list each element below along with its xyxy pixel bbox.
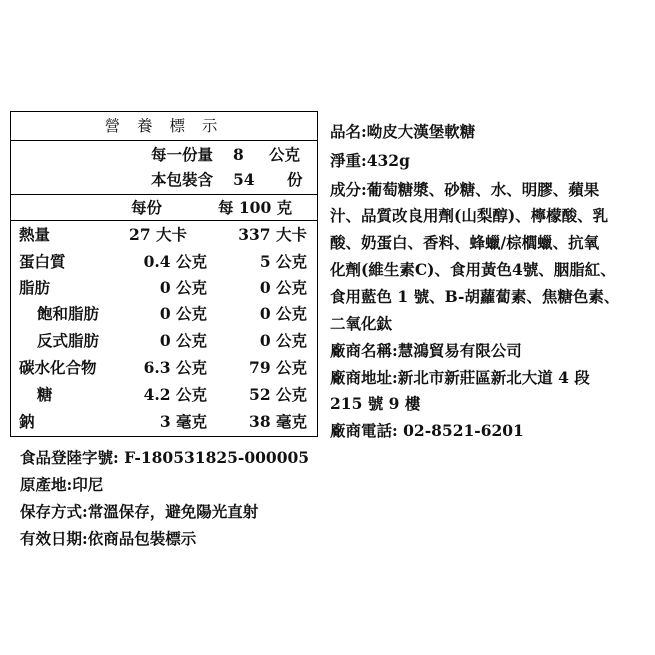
ingredients-line: 酸、奶蛋白、香料、蜂蠟/棕櫚蠟、抗氧	[330, 233, 600, 252]
per-serving-value: 0 公克	[159, 331, 207, 350]
per-serving-value: 0.4 公克	[143, 252, 207, 271]
nutrient-name: 蛋白質	[19, 252, 66, 271]
serving-size-value: 8	[233, 145, 244, 164]
per-100g-value: 0 公克	[259, 304, 307, 323]
per-100g-value: 52 公克	[249, 385, 307, 404]
ingredients-line: 成分:葡萄糖漿、砂糖、水、明膠、蘋果	[330, 180, 600, 199]
per-100g-value: 337 大卡	[238, 225, 307, 244]
col-per-100g: 每 100 克	[218, 198, 293, 217]
ingredients-line: 食用藍色 1 號、B-胡蘿蔔素、焦糖色素、	[330, 287, 620, 306]
net-weight: 淨重:432g	[330, 151, 410, 170]
country-of-origin: 原產地:印尼	[20, 475, 104, 494]
expiry-date: 有效日期:依商品包裝標示	[20, 529, 197, 548]
manufacturer-name: 廠商名稱:慧鴻貿易有限公司	[330, 341, 522, 360]
col-per-serving: 每份	[131, 198, 163, 217]
nutrient-name: 鈉	[19, 412, 35, 431]
per-100g-value: 5 公克	[259, 252, 307, 271]
ingredients-line: 汁、品質改良用劑(山梨醇)、檸檬酸、乳	[330, 206, 609, 225]
product-name: 品名:呦皮大漢堡軟糖	[330, 122, 476, 141]
nutrition-facts-table	[10, 111, 318, 437]
per-serving-value: 6.3 公克	[143, 358, 207, 377]
servings-unit: 份	[287, 170, 303, 189]
manufacturer-address: 廠商地址:新北市新莊區新北大道 4 段	[330, 368, 590, 387]
divider	[11, 194, 317, 195]
nutrient-name: 飽和脂肪	[37, 304, 100, 323]
serving-size-unit: 公克	[269, 145, 301, 164]
divider	[11, 220, 317, 221]
storage-method: 保存方式:常溫保存，避免陽光直射	[20, 502, 259, 521]
nutrient-name: 反式脂肪	[37, 331, 100, 350]
nutrition-title: 營 養 標 示	[104, 117, 224, 135]
servings-value: 54	[233, 170, 255, 189]
per-100g-value: 38 毫克	[249, 412, 307, 431]
serving-size-label: 每一份量	[151, 145, 214, 164]
per-100g-value: 0 公克	[259, 278, 307, 297]
per-serving-value: 3 毫克	[159, 412, 207, 431]
per-100g-value: 0 公克	[259, 331, 307, 350]
per-serving-value: 4.2 公克	[143, 385, 207, 404]
per-100g-value: 79 公克	[249, 358, 307, 377]
ingredients-line: 化劑(維生素C)、食用黃色4號、胭脂紅、	[330, 260, 616, 279]
nutrient-name: 熱量	[19, 225, 51, 244]
food-registration-number: 食品登陸字號: F-180531825-000005	[20, 448, 310, 467]
per-serving-value: 0 公克	[159, 278, 207, 297]
servings-label: 本包裝含	[151, 170, 214, 189]
per-serving-value: 0 公克	[159, 304, 207, 323]
nutrient-name: 碳水化合物	[19, 358, 97, 377]
manufacturer-address-cont: 215 號 9 樓	[330, 394, 421, 413]
nutrient-name: 脂肪	[19, 278, 51, 297]
nutrient-name: 糖	[37, 385, 53, 404]
per-serving-value: 27 大卡	[129, 225, 187, 244]
ingredients-line: 二氧化鈦	[330, 314, 393, 333]
manufacturer-phone: 廠商電話: 02-8521-6201	[330, 421, 524, 440]
divider	[11, 140, 317, 141]
